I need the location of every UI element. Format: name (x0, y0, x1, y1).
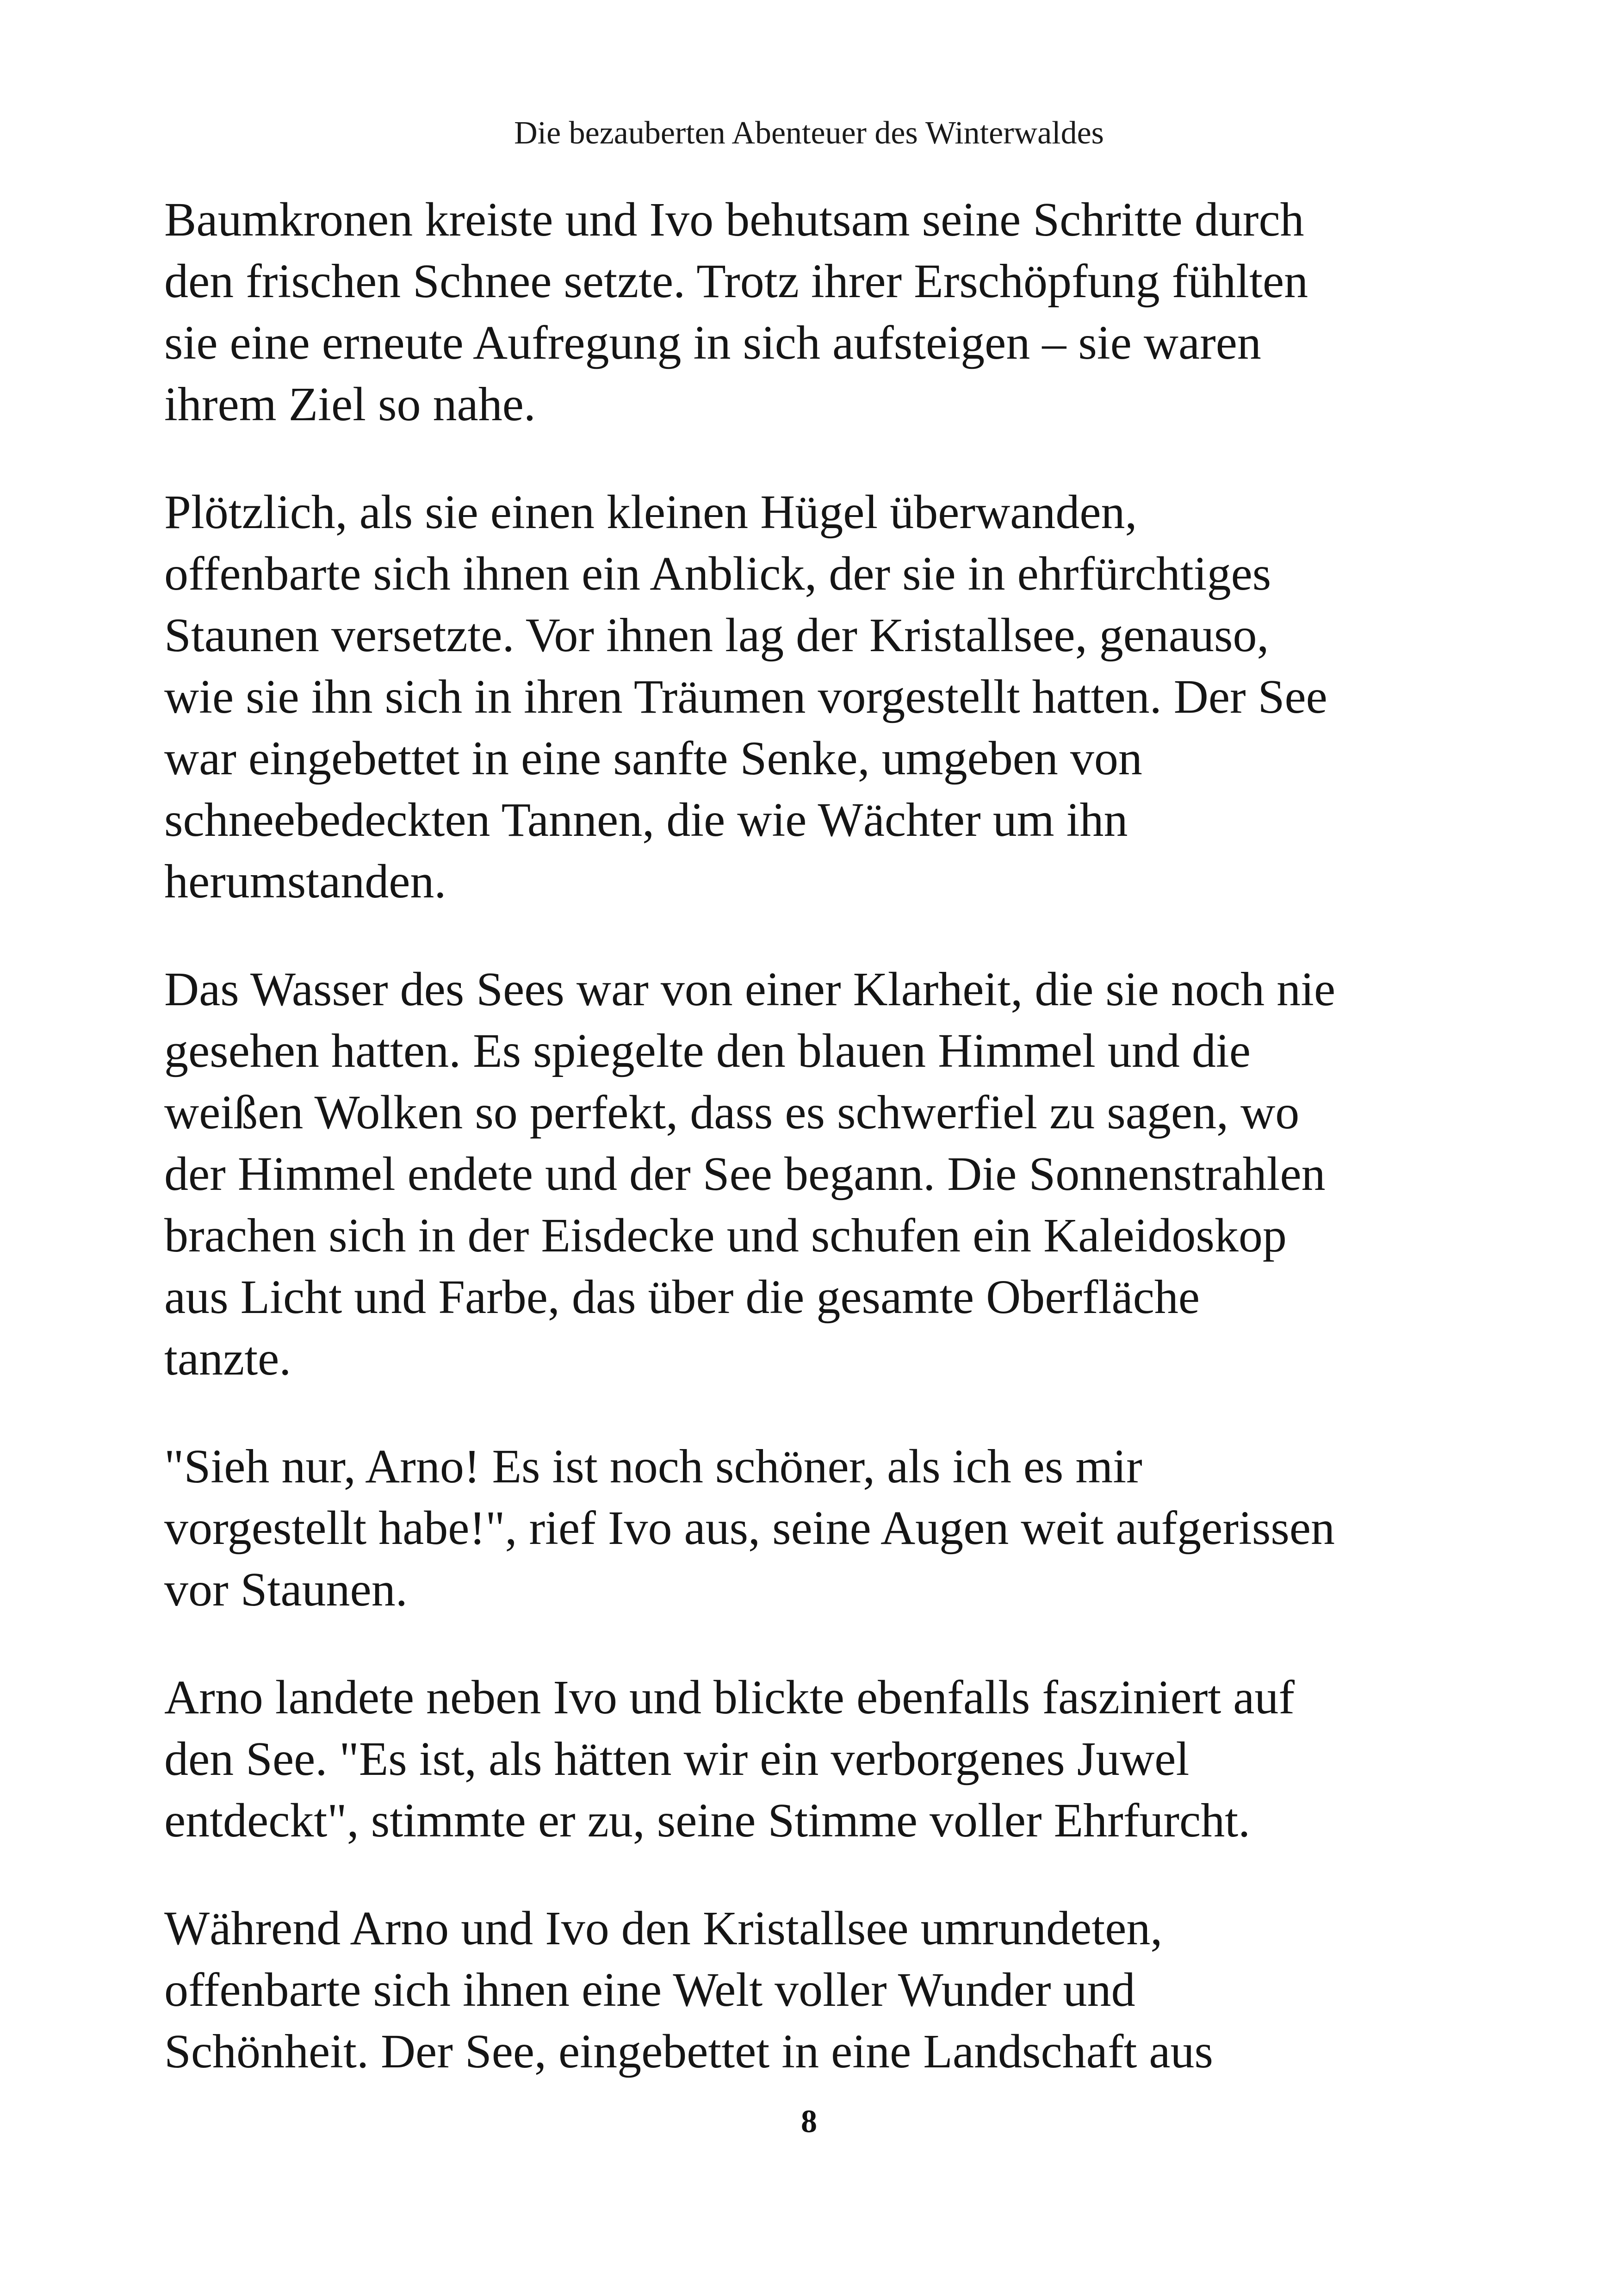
text-line: schneebedeckten Tannen, die wie Wächter um ihn (164, 793, 1128, 846)
text-line: "Sieh nur, Arno! Es ist noch schöner, als ich es mir (164, 1440, 1142, 1493)
body-text (164, 189, 1460, 2128)
text-line: Plötzlich, als sie einen kleinen Hügel überwanden, (164, 485, 1137, 539)
text-line: aus Licht und Farbe, das über die gesamte Oberfläche (164, 1270, 1200, 1324)
paragraph (164, 958, 1460, 1389)
text-line: brachen sich in der Eisdecke und schufen ein Kaleidoskop (164, 1209, 1287, 1262)
text-line: wie sie ihn sich in ihren Träumen vorgestellt hatten. Der See (164, 670, 1327, 723)
text-line: sie eine erneute Aufregung in sich aufsteigen – sie waren (164, 316, 1261, 369)
text-line: war eingebettet in eine sanfte Senke, umgeben von (164, 732, 1142, 785)
text-line: den frischen Schnee setzte. Trotz ihrer Erschöpfung fühlten (164, 255, 1308, 308)
paragraph (164, 1898, 1460, 2082)
text-line: Baumkronen kreiste und Ivo behutsam seine Schritte durch (164, 193, 1304, 246)
text-line: ihrem Ziel so nahe. (164, 378, 536, 431)
paragraph (164, 481, 1460, 912)
text-line: offenbarte sich ihnen eine Welt voller Wunder und (164, 1963, 1135, 2016)
text-line: herumstanden. (164, 855, 446, 908)
text-line: Arno landete neben Ivo und blickte ebenfalls fasziniert auf (164, 1671, 1295, 1724)
running-header: Die bezauberten Abenteuer des Winterwaldes (514, 115, 1104, 151)
paragraph (164, 189, 1460, 435)
text-line: der Himmel endete und der See begann. Die Sonnenstrahlen (164, 1147, 1326, 1201)
text-line: vorgestellt habe!", rief Ivo aus, seine Augen weit aufgerissen (164, 1501, 1335, 1555)
text-line: Staunen versetzte. Vor ihnen lag der Kristallsee, genauso, (164, 609, 1269, 662)
paragraph (164, 1667, 1460, 1851)
paragraph (164, 1436, 1460, 1620)
text-line: weißen Wolken so perfekt, dass es schwerfiel zu sagen, wo (164, 1086, 1300, 1139)
text-line: offenbarte sich ihnen ein Anblick, der sie in ehrfürchtiges (164, 547, 1271, 600)
text-line: vor Staunen. (164, 1563, 408, 1616)
text-line: Schönheit. Der See, eingebettet in eine Landschaft aus (164, 2025, 1213, 2078)
page-number: 8 (801, 2104, 817, 2140)
text-line: den See. "Es ist, als hätten wir ein verborgenes Juwel (164, 1732, 1190, 1786)
text-line: entdeckt", stimmte er zu, seine Stimme voller Ehrfurcht. (164, 1794, 1251, 1847)
text-line: tanzte. (164, 1332, 291, 1385)
text-line: gesehen hatten. Es spiegelte den blauen Himmel und die (164, 1024, 1251, 1077)
text-line: Während Arno und Ivo den Kristallsee umrundeten, (164, 1902, 1163, 1955)
text-line: Das Wasser des Sees war von einer Klarheit, die sie noch nie (164, 963, 1336, 1016)
